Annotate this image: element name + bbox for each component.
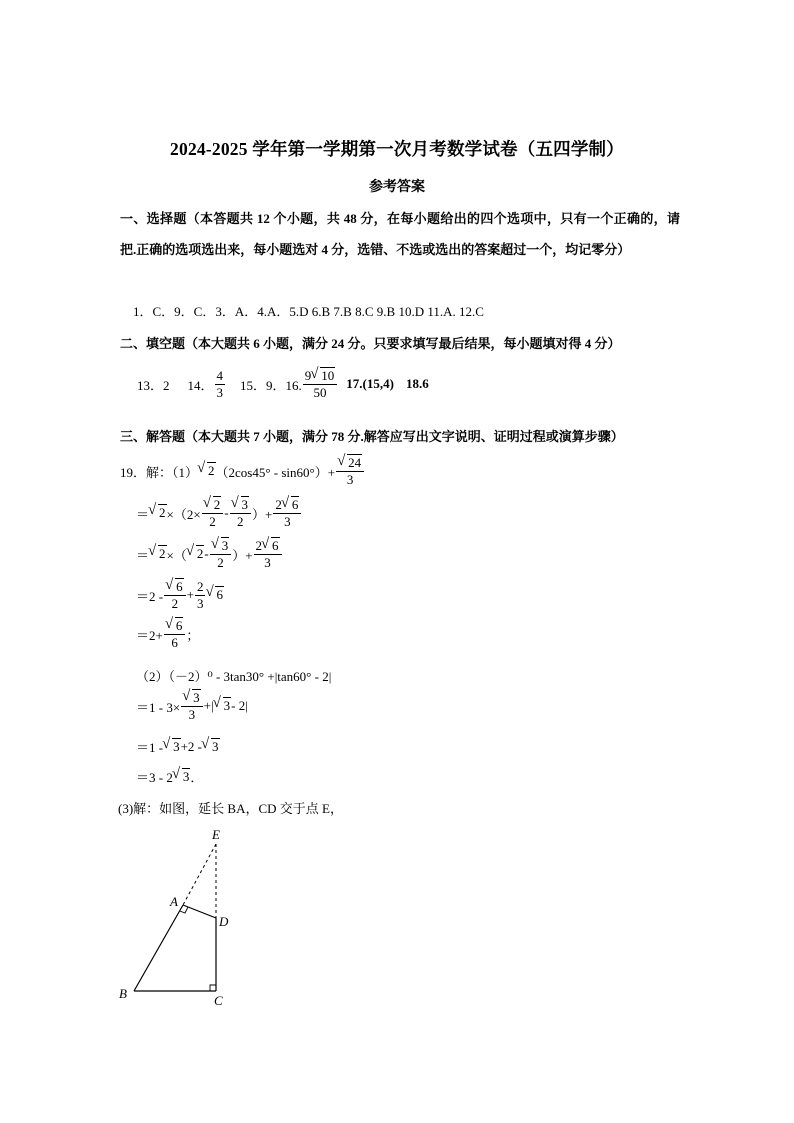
section3-heading: 三、解答题（本大题共 7 小题，满分 78 分.解答应写出文字说明、证明过程或演算步骤） <box>120 429 624 444</box>
section1-answers: 1．C．9．C．3．A．4.A．5.D 6.B 7.B 8.C 9.B 10.D 11.A. 12.C <box>133 304 484 319</box>
q19-part3-text: (3)解：如图，延长 BA，CD 交于点 E， <box>118 801 343 816</box>
q19-part2-label: （2）（－2）⁰ - 3tan30° +|tan60° - 2| <box>136 669 332 684</box>
q19-line1: 19．解：（1） √ 2 （2cos45° - sin60°）+ √ $\frac{24}{3}$ <box>120 455 365 487</box>
q19-part2-line3: ＝1 - √ 3 +2 - √ 3 <box>136 737 220 756</box>
answer-14-fraction: $\frac{4}{3}$ <box>216 368 224 400</box>
label-c: C <box>214 993 223 1008</box>
label-a: A <box>170 894 178 909</box>
label-b: B <box>119 986 127 1001</box>
answer-13: 13．2 <box>137 377 170 393</box>
segment-ad <box>183 905 216 918</box>
q19-line4: ＝2 - √ $\frac{6}{2}$ + $\frac{2}{3}$ √ 6 <box>136 579 224 611</box>
q19-line2: ＝ √ 2 ×（2× √ $\frac{2}{2}$ - √ $\frac{3}{2}$ ）+ $\frac{2√ 6}{3}$ <box>136 497 302 529</box>
answer-16-fraction: $\frac{9√ 10}{50}$ <box>303 368 338 400</box>
page-title: 2024-2025 学年第一学期第一次月考数学试卷（五四学制） <box>170 139 624 159</box>
right-angle-c <box>210 985 216 991</box>
page-subtitle: 参考答案 <box>369 180 425 195</box>
q19-line3: ＝ √ 2 ×（ √ 2 - √ $\frac{3}{2}$ ）+ $\frac{2√ 6}{3}$ <box>136 538 283 570</box>
label-e: E <box>212 827 220 842</box>
answer-17: 17.(15,4) <box>346 376 394 392</box>
section2-heading: 二、填空题（本大题共 6 小题，满分 24 分。只要求填写最后结果，每小题填对得 4 分） <box>120 336 621 351</box>
section1-heading: 一、选择题（本答题共 12 个小题，共 48 分，在每小题给出的四个选项中，只有一个正确的，请把.正确的选项选出来，每小题选对 4 分，选错、不选或选出的答案超过一个，均记零分） <box>120 211 680 257</box>
q19-part2-line2: ＝1 - 3× √ $\frac{3}{3}$ +| √ 3 - 2| <box>136 690 248 722</box>
answer-15-16-label: 15．9．16. <box>240 377 302 393</box>
q19-line5: ＝2+ √ $\frac{6}{6}$ ； <box>136 618 199 650</box>
section2-answers <box>137 368 429 400</box>
answer-18: 18.6 <box>405 376 429 392</box>
dashed-line-ea <box>183 844 216 905</box>
q19-part2-line4: ＝3 - 2 √ 3 ． <box>136 767 203 786</box>
geometry-figure <box>110 820 270 1020</box>
answer-14-label: 14． <box>187 377 214 393</box>
segment-ab <box>134 905 183 991</box>
label-d: D <box>219 914 229 929</box>
